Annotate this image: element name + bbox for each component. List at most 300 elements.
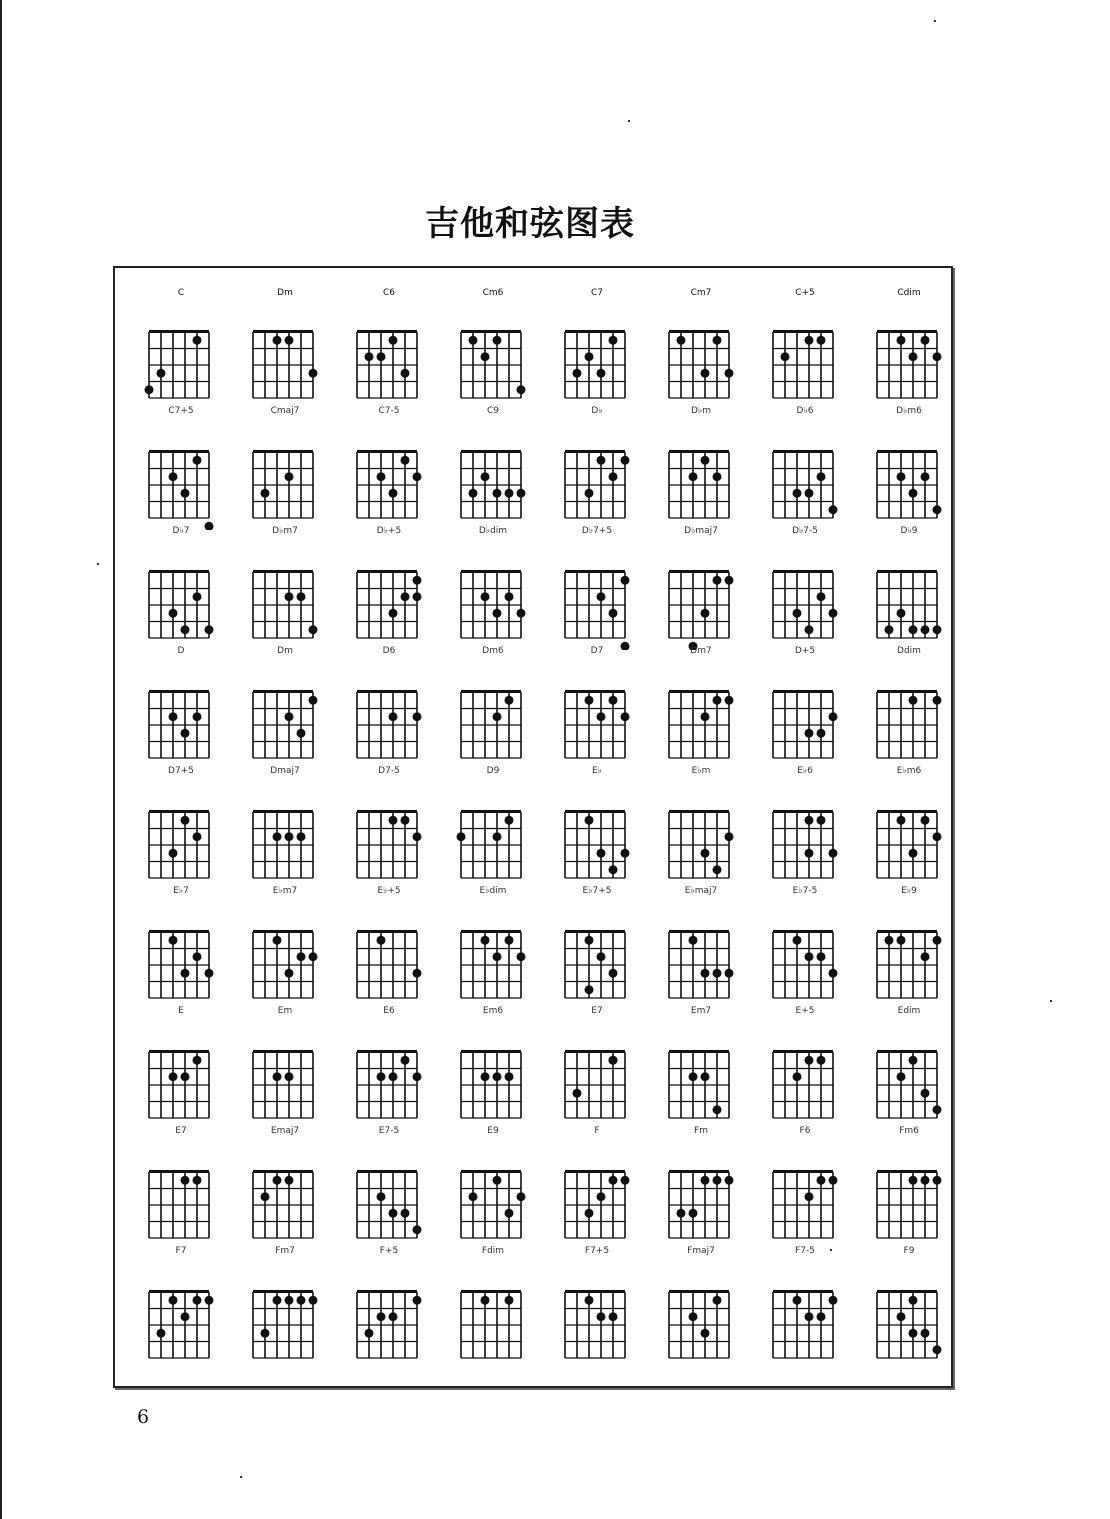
chord-diagram	[129, 1030, 233, 1148]
fretboard-nut	[669, 810, 729, 813]
chord-diagram	[129, 910, 233, 1028]
fretboard-nut	[357, 450, 417, 453]
finger-position-dot	[517, 385, 526, 394]
finger-position-dot	[701, 1072, 710, 1081]
chord-name-label: E6	[383, 1006, 395, 1016]
chord-diagram	[649, 790, 753, 908]
chord-diagram	[753, 1150, 857, 1268]
fretboard-grid	[337, 910, 441, 1010]
finger-position-dot	[609, 969, 618, 978]
fretboard-grid	[129, 670, 233, 770]
finger-position-dot	[793, 609, 802, 618]
fretboard-nut	[877, 690, 937, 693]
fretboard-nut	[877, 1170, 937, 1173]
finger-position-dot	[829, 712, 838, 721]
finger-position-dot	[193, 1056, 202, 1065]
finger-position-dot	[701, 369, 710, 378]
finger-position-dot	[817, 336, 826, 345]
fretboard-nut	[253, 930, 313, 933]
chord-name-label: E7	[175, 1126, 187, 1136]
finger-position-dot	[297, 952, 306, 961]
finger-position-dot	[273, 832, 282, 841]
fretboard-nut	[773, 930, 833, 933]
chord-name-label: Dm	[277, 646, 293, 656]
finger-position-dot	[517, 489, 526, 498]
fretboard-nut	[565, 330, 625, 333]
finger-position-dot	[621, 576, 630, 585]
finger-position-dot	[621, 849, 630, 858]
finger-position-dot	[377, 352, 386, 361]
finger-position-dot	[169, 472, 178, 481]
finger-position-dot	[725, 576, 734, 585]
finger-position-dot	[677, 1209, 686, 1218]
finger-position-dot	[181, 1176, 190, 1185]
finger-position-dot	[517, 609, 526, 618]
chord-diagram	[545, 1030, 649, 1148]
finger-position-dot	[457, 832, 466, 841]
chord-diagram	[753, 1270, 857, 1388]
fretboard-nut	[877, 930, 937, 933]
chord-diagram	[337, 910, 441, 1028]
finger-position-dot	[909, 1296, 918, 1305]
chord-diagram	[753, 910, 857, 1028]
finger-position-dot	[725, 1176, 734, 1185]
chord-diagram	[441, 430, 545, 548]
finger-position-dot	[621, 1176, 630, 1185]
finger-position-dot	[597, 592, 606, 601]
print-speck	[934, 20, 936, 22]
finger-position-dot	[933, 1105, 942, 1114]
chord-name-label: F7-5	[795, 1246, 815, 1256]
finger-position-dot	[933, 696, 942, 705]
finger-position-dot	[469, 336, 478, 345]
fretboard-grid	[753, 670, 857, 770]
finger-position-dot	[585, 985, 594, 994]
chord-diagram	[441, 1150, 545, 1268]
finger-position-dot	[921, 1176, 930, 1185]
finger-position-dot	[921, 1329, 930, 1338]
chord-name-label: F9	[903, 1246, 915, 1256]
finger-position-dot	[909, 352, 918, 361]
finger-position-dot	[609, 1056, 618, 1065]
chord-diagram	[441, 910, 545, 1028]
chord-diagram	[441, 670, 545, 788]
finger-position-dot	[285, 1296, 294, 1305]
finger-position-dot	[805, 952, 814, 961]
chord-diagram	[753, 1030, 857, 1148]
chord-name-label: Cdim	[897, 288, 921, 298]
fretboard-grid	[129, 1270, 233, 1370]
chord-diagram	[857, 1030, 961, 1148]
finger-position-dot	[493, 712, 502, 721]
finger-position-dot	[713, 576, 722, 585]
fretboard-nut	[149, 690, 209, 693]
finger-position-dot	[261, 1192, 270, 1201]
finger-position-dot	[689, 1312, 698, 1321]
finger-position-dot	[169, 849, 178, 858]
finger-position-dot	[401, 1209, 410, 1218]
chord-name-label: E♭maj7	[684, 886, 718, 896]
chord-diagram	[441, 1270, 545, 1388]
chord-diagram	[649, 1150, 753, 1268]
chord-diagram	[441, 790, 545, 908]
fretboard-nut	[461, 570, 521, 573]
finger-position-dot	[169, 1296, 178, 1305]
finger-position-dot	[505, 816, 514, 825]
fretboard-grid	[441, 430, 545, 530]
finger-position-dot	[713, 1176, 722, 1185]
finger-position-dot	[793, 1296, 802, 1305]
chord-name-label: D♭7	[172, 526, 190, 536]
chord-name-label: D♭maj7	[684, 526, 718, 536]
fretboard-nut	[149, 810, 209, 813]
finger-position-dot	[909, 1176, 918, 1185]
finger-position-dot	[597, 369, 606, 378]
chord-diagram	[545, 670, 649, 788]
finger-position-dot	[285, 472, 294, 481]
finger-position-dot	[897, 936, 906, 945]
chord-name-label: Fm7	[275, 1246, 295, 1256]
fretboard-grid	[753, 1150, 857, 1250]
finger-position-dot	[921, 952, 930, 961]
finger-position-dot	[713, 336, 722, 345]
chord-name-label: D7+5	[168, 766, 194, 776]
finger-position-dot	[933, 625, 942, 634]
fretboard-nut	[461, 1170, 521, 1173]
finger-position-dot	[817, 816, 826, 825]
fretboard-grid	[649, 430, 753, 530]
finger-position-dot	[689, 936, 698, 945]
fretboard-nut	[357, 1050, 417, 1053]
chord-name-label: Dmaj7	[270, 766, 300, 776]
fretboard-grid	[649, 310, 753, 410]
finger-position-dot	[713, 1105, 722, 1114]
chord-name-label: E♭6	[797, 766, 813, 776]
finger-position-dot	[469, 1192, 478, 1201]
finger-position-dot	[713, 1296, 722, 1305]
finger-position-dot	[701, 969, 710, 978]
fretboard-nut	[877, 810, 937, 813]
finger-position-dot	[805, 489, 814, 498]
finger-position-dot	[205, 1296, 214, 1305]
finger-position-dot	[505, 936, 514, 945]
fretboard-grid	[337, 1270, 441, 1370]
finger-position-dot	[781, 352, 790, 361]
fretboard-nut	[773, 1290, 833, 1293]
finger-position-dot	[909, 696, 918, 705]
chord-diagram	[545, 790, 649, 908]
fretboard-nut	[357, 810, 417, 813]
chord-diagram	[753, 670, 857, 788]
fretboard-grid	[337, 1030, 441, 1130]
finger-position-dot	[481, 936, 490, 945]
fretboard-grid	[753, 430, 857, 530]
finger-position-dot	[377, 1072, 386, 1081]
finger-position-dot	[389, 1312, 398, 1321]
finger-position-dot	[285, 832, 294, 841]
chord-diagram	[753, 310, 857, 428]
fretboard-nut	[149, 1050, 209, 1053]
finger-position-dot	[389, 1072, 398, 1081]
chord-name-label: D♭m6	[896, 406, 922, 416]
fretboard-grid	[649, 670, 753, 770]
chord-diagram	[337, 310, 441, 428]
chord-name-label: D9	[486, 766, 500, 776]
finger-position-dot	[389, 489, 398, 498]
finger-position-dot	[909, 489, 918, 498]
chord-name-label: E♭m6	[896, 766, 922, 776]
fretboard-nut	[461, 330, 521, 333]
fretboard-nut	[357, 930, 417, 933]
chord-diagram	[441, 550, 545, 668]
fretboard-nut	[461, 450, 521, 453]
finger-position-dot	[921, 816, 930, 825]
chord-diagram	[337, 790, 441, 908]
finger-position-dot	[401, 456, 410, 465]
chord-name-label: F6	[799, 1126, 811, 1136]
fretboard-grid	[233, 310, 337, 410]
chord-name-label: D	[177, 646, 185, 656]
finger-position-dot	[597, 1192, 606, 1201]
chord-diagram	[857, 310, 961, 428]
fretboard-nut	[877, 570, 937, 573]
chord-name-label: Em6	[482, 1006, 504, 1016]
chord-name-label: E	[178, 1006, 184, 1016]
finger-position-dot	[309, 1296, 318, 1305]
fretboard-nut	[149, 330, 209, 333]
chord-name-label: C+5	[795, 288, 815, 298]
finger-position-dot	[909, 849, 918, 858]
fretboard-grid	[753, 910, 857, 1010]
finger-position-dot	[805, 625, 814, 634]
finger-position-dot	[701, 849, 710, 858]
finger-position-dot	[689, 472, 698, 481]
finger-position-dot	[389, 712, 398, 721]
finger-position-dot	[169, 1072, 178, 1081]
chord-diagram	[857, 1150, 961, 1268]
chord-name-label: Dm6	[482, 646, 504, 656]
chord-diagram	[545, 1270, 649, 1388]
finger-position-dot	[169, 712, 178, 721]
finger-position-dot	[897, 1312, 906, 1321]
finger-position-dot	[921, 472, 930, 481]
finger-position-dot	[273, 336, 282, 345]
print-speck	[628, 120, 630, 122]
finger-position-dot	[181, 969, 190, 978]
finger-position-dot	[481, 1296, 490, 1305]
fretboard-grid	[649, 1270, 753, 1370]
fretboard-nut	[149, 570, 209, 573]
chord-name-label: E9	[487, 1126, 499, 1136]
finger-position-dot	[181, 729, 190, 738]
chord-name-label: Cm6	[482, 288, 504, 298]
finger-position-dot	[365, 1329, 374, 1338]
chord-diagram	[233, 790, 337, 908]
finger-position-dot	[897, 609, 906, 618]
chord-diagram	[233, 550, 337, 668]
finger-position-dot	[157, 369, 166, 378]
fretboard-grid	[129, 1030, 233, 1130]
finger-position-dot	[701, 712, 710, 721]
finger-position-dot	[181, 1312, 190, 1321]
finger-position-dot	[517, 952, 526, 961]
finger-position-dot	[261, 489, 270, 498]
fretboard-nut	[461, 810, 521, 813]
fretboard-nut	[669, 570, 729, 573]
finger-position-dot	[401, 592, 410, 601]
finger-position-dot	[909, 1056, 918, 1065]
chord-name-label: E♭9	[901, 886, 917, 896]
finger-position-dot	[701, 609, 710, 618]
fretboard-nut	[773, 570, 833, 573]
fretboard-grid	[753, 1030, 857, 1130]
finger-position-dot	[725, 369, 734, 378]
chord-name-label: D♭7-5	[792, 526, 818, 536]
chord-name-label: Em7	[690, 1006, 712, 1016]
finger-position-dot	[413, 592, 422, 601]
fretboard-grid	[337, 1150, 441, 1250]
finger-position-dot	[285, 969, 294, 978]
finger-position-dot	[597, 952, 606, 961]
finger-position-dot	[817, 952, 826, 961]
finger-position-dot	[793, 489, 802, 498]
finger-position-dot	[181, 816, 190, 825]
finger-position-dot	[297, 832, 306, 841]
finger-position-dot	[365, 352, 374, 361]
fretboard-nut	[773, 1170, 833, 1173]
fretboard-grid	[545, 310, 649, 410]
fretboard-grid	[129, 910, 233, 1010]
finger-position-dot	[493, 952, 502, 961]
fretboard-nut	[565, 1290, 625, 1293]
finger-position-dot	[933, 832, 942, 841]
print-speck	[830, 1249, 832, 1251]
finger-position-dot	[805, 849, 814, 858]
finger-position-dot	[493, 489, 502, 498]
fretboard-nut	[669, 450, 729, 453]
finger-position-dot	[793, 1072, 802, 1081]
chord-diagram	[233, 1030, 337, 1148]
chord-name-label: Fmaj7	[687, 1246, 715, 1256]
finger-position-dot	[585, 1296, 594, 1305]
finger-position-dot	[713, 865, 722, 874]
fretboard-nut	[877, 1290, 937, 1293]
fretboard-nut	[461, 690, 521, 693]
finger-position-dot	[933, 1345, 942, 1354]
finger-position-dot	[285, 1176, 294, 1185]
chord-diagram	[337, 550, 441, 668]
finger-position-dot	[401, 1056, 410, 1065]
finger-position-dot	[689, 1209, 698, 1218]
finger-position-dot	[713, 472, 722, 481]
chord-name-label: Edim	[897, 1006, 921, 1016]
fretboard-nut	[669, 690, 729, 693]
finger-position-dot	[505, 1209, 514, 1218]
fretboard-grid	[441, 1030, 545, 1130]
finger-position-dot	[689, 1072, 698, 1081]
fretboard-nut	[149, 450, 209, 453]
finger-position-dot	[377, 1312, 386, 1321]
fretboard-grid	[441, 910, 545, 1010]
chord-name-label: D♭+5	[376, 526, 402, 536]
fretboard-grid	[649, 910, 753, 1010]
chord-name-label: E7-5	[378, 1126, 400, 1136]
fretboard-nut	[357, 570, 417, 573]
fretboard-grid	[233, 790, 337, 890]
finger-position-dot	[181, 1072, 190, 1081]
chord-diagram	[857, 550, 961, 668]
finger-position-dot	[933, 352, 942, 361]
fretboard-grid	[441, 550, 545, 650]
chord-name-label: D+5	[794, 646, 816, 656]
finger-position-dot	[817, 1312, 826, 1321]
fretboard-nut	[357, 330, 417, 333]
fretboard-grid	[129, 790, 233, 890]
finger-position-dot	[309, 625, 318, 634]
print-speck	[1050, 1000, 1052, 1002]
page-number: 6	[137, 1406, 150, 1428]
chord-diagram	[233, 310, 337, 428]
finger-position-dot	[401, 816, 410, 825]
finger-position-dot	[193, 832, 202, 841]
finger-position-dot	[829, 609, 838, 618]
finger-position-dot	[585, 1209, 594, 1218]
finger-position-dot	[285, 592, 294, 601]
chord-name-label: F	[594, 1126, 600, 1136]
fretboard-nut	[565, 1050, 625, 1053]
fretboard-grid	[545, 790, 649, 890]
chord-diagram	[441, 310, 545, 428]
finger-position-dot	[909, 1329, 918, 1338]
fretboard-grid	[753, 1270, 857, 1370]
fretboard-nut	[149, 1170, 209, 1173]
chord-name-label: D♭6	[796, 406, 814, 416]
finger-position-dot	[413, 576, 422, 585]
finger-position-dot	[181, 625, 190, 634]
finger-position-dot	[817, 729, 826, 738]
chord-diagram	[649, 1030, 753, 1148]
finger-position-dot	[205, 969, 214, 978]
finger-position-dot	[493, 609, 502, 618]
fretboard-grid	[857, 1270, 961, 1370]
fretboard-grid	[337, 790, 441, 890]
chord-diagram	[233, 1270, 337, 1388]
finger-position-dot	[829, 505, 838, 514]
chord-diagram	[649, 1270, 753, 1388]
fretboard-grid	[233, 1030, 337, 1130]
chord-name-label: D7-5	[378, 766, 400, 776]
finger-position-dot	[585, 696, 594, 705]
chord-name-label: E♭+5	[377, 886, 401, 896]
fretboard-nut	[773, 1050, 833, 1053]
chord-name-label: D7	[590, 646, 604, 656]
fretboard-grid	[337, 310, 441, 410]
finger-position-dot	[897, 816, 906, 825]
finger-position-dot	[793, 936, 802, 945]
fretboard-grid	[857, 910, 961, 1010]
fretboard-nut	[461, 930, 521, 933]
finger-position-dot	[413, 969, 422, 978]
finger-position-dot	[933, 505, 942, 514]
fretboard-grid	[857, 430, 961, 530]
finger-position-dot	[413, 832, 422, 841]
fretboard-nut	[253, 1050, 313, 1053]
finger-position-dot	[169, 936, 178, 945]
fretboard-grid	[129, 1150, 233, 1250]
finger-position-dot	[573, 369, 582, 378]
finger-position-dot	[609, 609, 618, 618]
finger-position-dot	[297, 592, 306, 601]
